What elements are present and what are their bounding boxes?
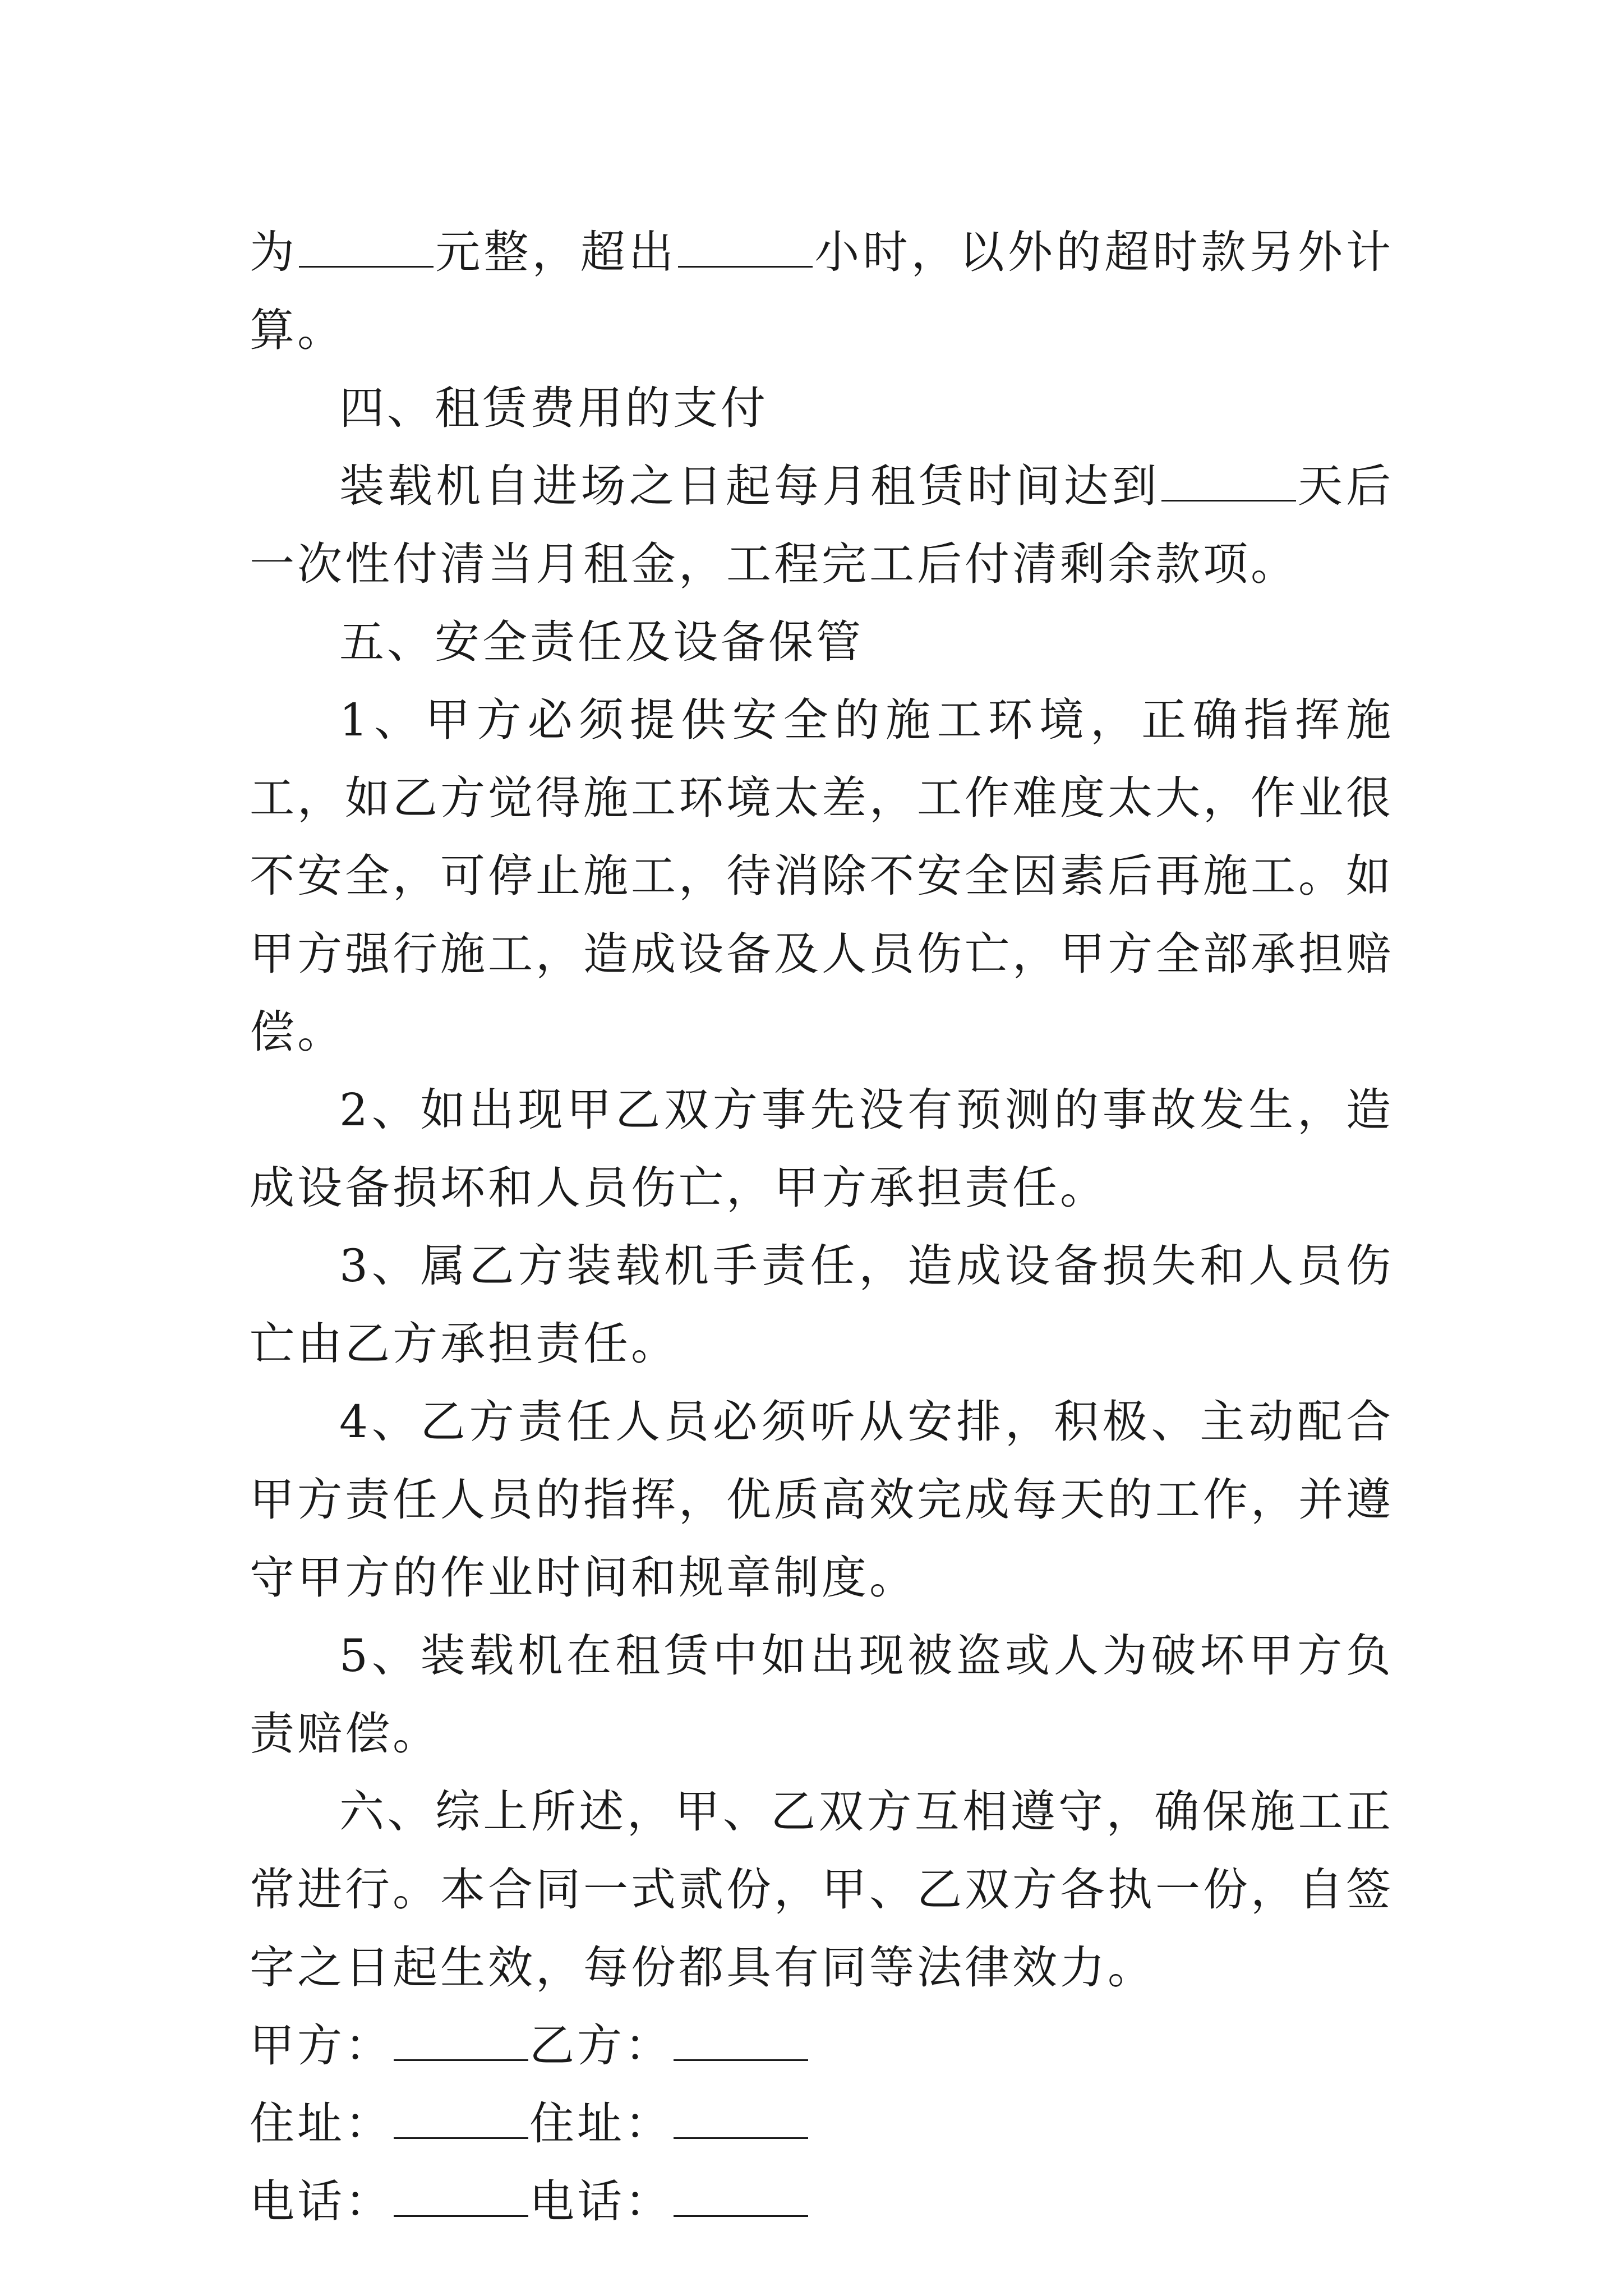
summary-paragraph (250, 1773, 1394, 2007)
heading-text: 四、租赁费用的支付 (339, 382, 768, 434)
blank-hours (678, 265, 813, 268)
signature-label: 住址： (250, 2097, 393, 2150)
fee-paragraph (250, 213, 1394, 369)
text-fragment: 元整，超出 (435, 226, 677, 278)
signature-line-phone (250, 2162, 1394, 2240)
signature-blank (394, 2137, 528, 2139)
safety-clause-2 (250, 1071, 1394, 1227)
payment-paragraph (250, 447, 1394, 603)
signature-label: 电话： (250, 2175, 393, 2228)
signature-blank (394, 2059, 528, 2061)
signature-label: 甲方： (250, 2019, 393, 2072)
signature-line-address (250, 2085, 1394, 2162)
text-fragment: 为 (250, 226, 298, 278)
clause-text: 2、如出现甲乙双方事先没有预测的事故发生，造成设备损坏和人员伤亡，甲方承担责任。 (250, 1084, 1394, 1214)
signature-blank (394, 2215, 528, 2217)
signature-blank (674, 2215, 808, 2217)
heading-safety (250, 603, 1394, 681)
safety-clause-4 (250, 1383, 1394, 1617)
signature-line-party (250, 2007, 1394, 2085)
blank-days (1161, 499, 1296, 501)
contract-body (250, 213, 1394, 2240)
signature-blank (674, 2059, 808, 2061)
heading-text: 五、安全责任及设备保管 (339, 616, 864, 668)
clause-text: 1、甲方必须提供安全的施工环境，正确指挥施工，如乙方觉得施工环境太差，工作难度太大，作业很不安全，可停止施工，待消除不安全因素后再施工。如甲方强行施工，造成设备及人员伤亡，甲方全部承担赔偿。 (250, 694, 1394, 1058)
clause-text: 3、属乙方装载机手责任，造成设备损失和人员伤亡由乙方承担责任。 (250, 1240, 1394, 1370)
safety-clause-3 (250, 1227, 1394, 1383)
clause-text: 5、装载机在租赁中如出现被盗或人为破坏甲方负责赔偿。 (250, 1630, 1394, 1760)
blank-amount (299, 265, 434, 268)
text-fragment: 小时，以外的超时款另外计算。 (250, 226, 1394, 356)
safety-clause-5 (250, 1617, 1394, 1773)
clause-text: 4、乙方责任人员必须听从安排，积极、主动配合甲方责任人员的指挥，优质高效完成每天的工作，并遵守甲方的作业时间和规章制度。 (250, 1396, 1394, 1604)
heading-payment (250, 369, 1394, 447)
text-fragment: 装载机自进场之日起每月租赁时间达到 (339, 460, 1160, 512)
text-fragment: 天后一次性付清当月租金，工程完工后付清剩余款项。 (250, 460, 1394, 590)
safety-clause-1 (250, 681, 1394, 1071)
signature-label: 乙方： (529, 2019, 672, 2072)
signature-label: 住址： (529, 2097, 672, 2150)
signature-label: 电话： (529, 2175, 672, 2228)
clause-text: 六、综上所述，甲、乙双方互相遵守，确保施工正常进行。本合同一式贰份，甲、乙双方各执一份，自签字之日起生效，每份都具有同等法律效力。 (250, 1786, 1394, 1994)
signature-blank (674, 2137, 808, 2139)
